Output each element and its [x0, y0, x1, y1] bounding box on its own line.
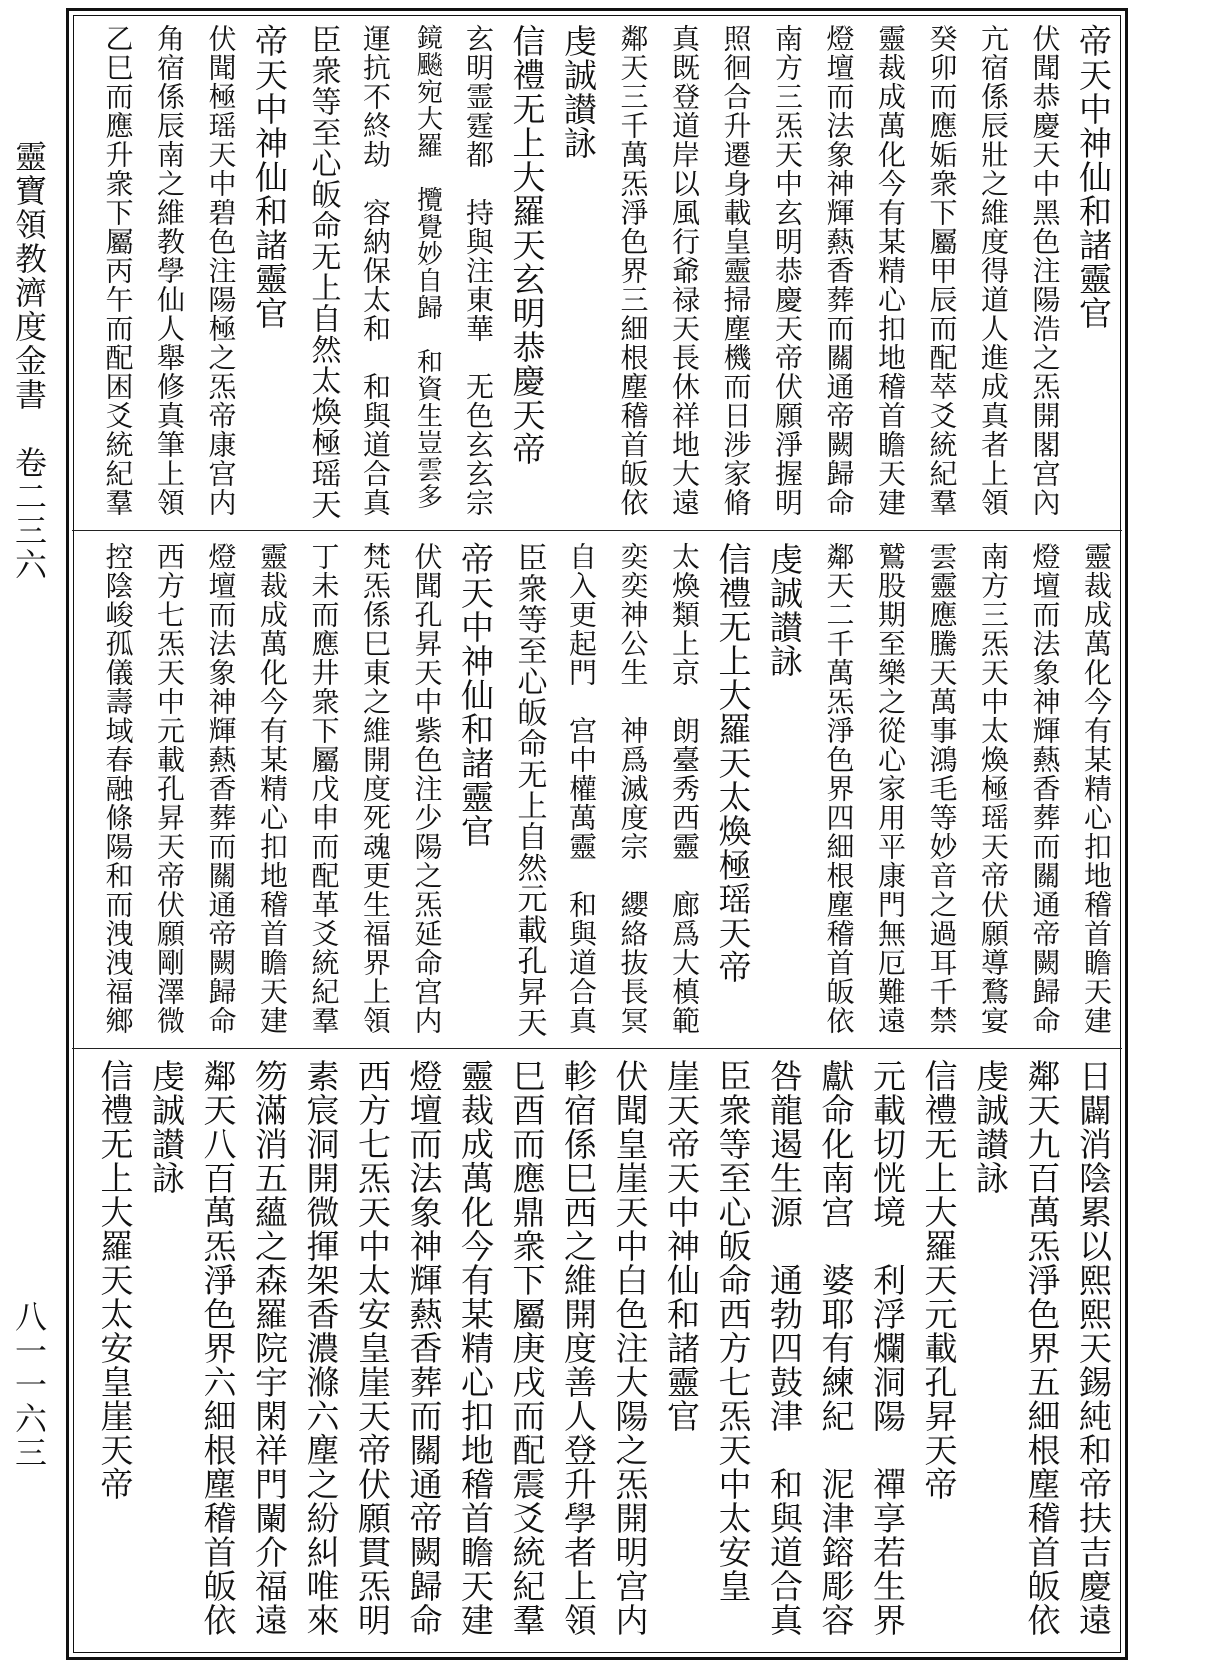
text-column: 燈壇而法象神輝爇香葬而關通帝闕歸命	[1028, 542, 1062, 1035]
text-column: 信禮无上大羅天玄明恭慶天帝	[507, 24, 547, 466]
text-column: 帝天中神仙和諸靈官	[456, 542, 495, 848]
text-column: 元載切恍境 利浮爛洞陽 禪享若生界	[868, 1059, 907, 1637]
text-column: 靈裁成萬化今有某精心扣地稽首瞻天建	[256, 542, 289, 1035]
text-column: 燈壇而法象神輝爇香葬而關通帝闕歸命	[822, 24, 856, 517]
text-column: 伏聞恭慶天中黑色注陽浩之炁開閣宫內	[1028, 24, 1062, 517]
text-column: 燈壇而法象神輝爇香葬而關通帝闕歸命	[404, 1059, 444, 1637]
text-column: 伏聞極瑶天中碧色注陽極之炁帝康宫内	[204, 24, 238, 517]
text-column: 乙巳而應升衆下屬丙午而配困爻統紀羣	[101, 24, 135, 517]
text-column: 咎龍遏生源 通勃四鼓津 和與道合真	[765, 1059, 804, 1637]
text-column: 鷲股期至樂之從心家用平康門無厄難遠	[874, 542, 907, 1035]
text-column: 虔誠讃詠	[147, 1059, 186, 1195]
text-column: 真既登道岸以風行爺禄天長休祥地大遠	[668, 24, 701, 517]
text-column: 癸卯而應姤衆下屬甲辰而配萃爻統紀羣	[925, 24, 959, 517]
text-column: 伏聞孔昇天中紫色注少陽之炁延命宫内	[410, 542, 444, 1035]
text-column: 鏡飈宛大羅 攬覺妙自歸 和資生豈雲多	[412, 24, 443, 510]
text-column: 控陰峻孤儀壽域春融條陽和而洩洩福鄉	[101, 542, 135, 1035]
text-column: 丁未而應井衆下屬戊申而配革爻統紀羣	[307, 542, 341, 1035]
page-frame	[66, 8, 1128, 1660]
text-column: 信禮无上大羅天太煥極瑶天帝	[713, 542, 753, 984]
text-column: 靈裁成萬化今有某精心扣地稽首瞻天建	[874, 24, 907, 517]
text-column: 虔誠讃詠	[559, 24, 598, 160]
text-column: 自入更起門 宫中權萬靈 和與道合真	[565, 542, 598, 1035]
text-column: 虔誠讃詠	[971, 1059, 1010, 1195]
text-column: 照徊合升遷身載皇靈掃塵機而日涉家脩	[719, 24, 753, 517]
text-column: 奕奕神公生 神爲滅度宗 纓絡抜長冥	[616, 542, 650, 1035]
text-column: 角宿係辰南之維教學仙人舉修真筆上領	[153, 24, 186, 517]
text-column: 巳酉而應鼎衆下屬庚戌而配震爻統紀羣	[507, 1059, 547, 1637]
text-column: 伏聞皇崖天中白色注大陽之炁開明宫内	[610, 1059, 650, 1637]
text-column: 鄰天三千萬炁淨色界三細根塵稽首皈依	[616, 24, 650, 517]
book-title-margin: 靈寶領教濟度金書 卷二三六	[10, 140, 48, 582]
section-divider	[72, 1048, 1122, 1049]
text-section-2	[72, 534, 1122, 1048]
text-column: 帝天中神仙和諸靈官	[250, 24, 289, 330]
text-column: 玄明霊霆都 持與注東華 无色玄玄宗	[462, 24, 495, 517]
text-column: 帝天中神仙和諸靈官	[1074, 24, 1113, 330]
text-column: 運抗不終劫 容納保太和 和與道合真	[359, 24, 392, 517]
text-column: 亢宿係辰壯之維度得道人進成真者上領	[977, 24, 1010, 517]
text-column: 獻命化南宫 婆耶有練紀 泥津鎔彫容	[816, 1059, 856, 1637]
text-column: 南方三炁天中玄明恭慶天帝伏願淨握明	[771, 24, 804, 517]
text-column: 崖天帝天中神仙和諸靈官	[662, 1059, 701, 1433]
page-number-margin: 八一一六三	[10, 1300, 48, 1470]
text-column: 鄰天九百萬炁淨色界五細根塵稽首皈依	[1022, 1059, 1062, 1637]
text-column: 臣衆等至心皈命西方七炁天中太安皇	[713, 1059, 753, 1603]
text-column: 太煥類上京 朗臺秀西靈 廊爲大槙範	[668, 542, 701, 1035]
text-column: 臣衆等至心皈命无上自然元載孔昇天	[511, 542, 547, 1038]
text-column: 日闢消陰累以熙熙天錫純和帝扶吉慶遠	[1074, 1059, 1113, 1637]
text-column: 梵炁係巳東之維開度死魂更生福界上領	[359, 542, 392, 1035]
text-column: 臣衆等至心皈命无上自然太煥極瑶天	[305, 24, 341, 520]
text-column: 笏滿消五蘊之森羅院宇閑祥門闌介福遠	[250, 1059, 289, 1637]
text-column: 軫宿係巳西之維開度善人登升學者上領	[559, 1059, 598, 1637]
text-section-1	[72, 16, 1122, 531]
text-column: 靈裁成萬化今有某精心扣地稽首瞻天建	[456, 1059, 495, 1637]
text-column: 西方七炁天中元載孔昇天帝伏願剛澤微	[153, 542, 186, 1035]
text-column: 素宸洞開微揮架香濃滌六塵之紛糾唯來	[301, 1059, 341, 1637]
text-section-3	[72, 1051, 1122, 1656]
text-column: 虔誠讃詠	[765, 542, 804, 678]
text-column: 鄰天八百萬炁淨色界六細根塵稽首皈依	[198, 1059, 238, 1637]
text-column: 信禮无上大羅天太安皇崖天帝	[95, 1059, 135, 1501]
text-column: 西方七炁天中太安皇崖天帝伏願貫炁明	[353, 1059, 392, 1637]
text-column: 靈裁成萬化今有某精心扣地稽首瞻天建	[1080, 542, 1113, 1035]
text-column: 南方三炁天中太煥極瑶天帝伏願導鶩宴	[977, 542, 1010, 1035]
text-column: 鄰天二千萬炁淨色界四細根塵稽首皈依	[822, 542, 856, 1035]
text-column: 燈壇而法象神輝爇香葬而關通帝闕歸命	[204, 542, 238, 1035]
text-column: 雲靈應騰天萬事鴻毛等妙音之過耳千禁	[925, 542, 959, 1035]
text-column: 信禮无上大羅天元載孔昇天帝	[919, 1059, 959, 1501]
